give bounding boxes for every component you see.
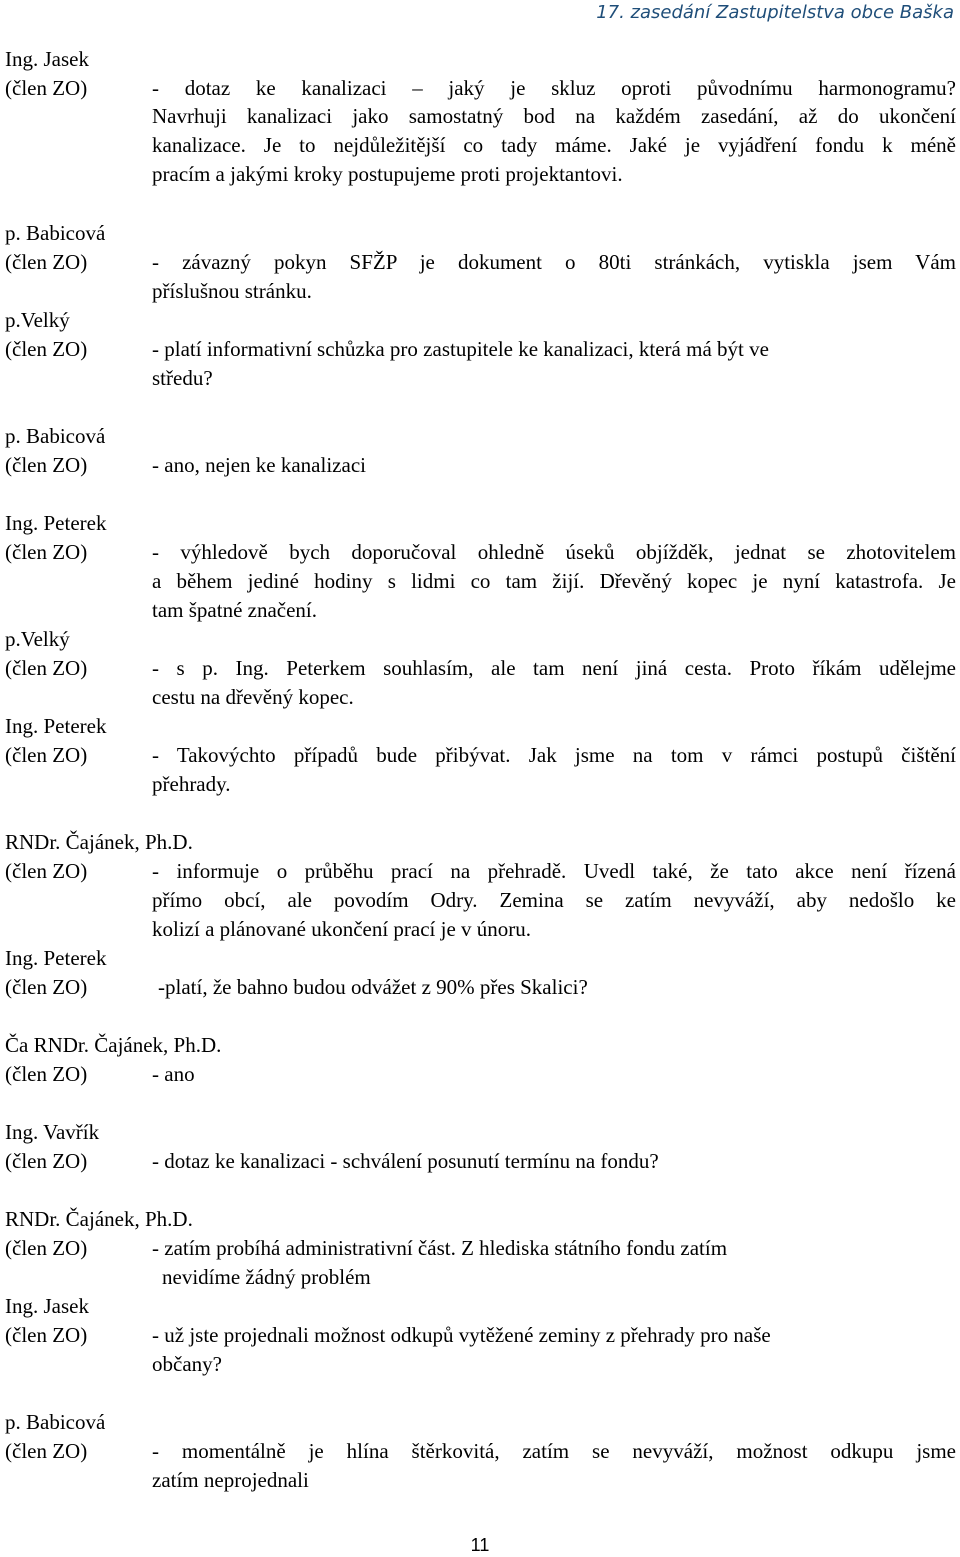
statement-line: příslušnou stránku. (152, 279, 312, 303)
speaker-role: (člen ZO) (5, 1323, 88, 1347)
speaker-name: p. Babicová (5, 221, 106, 245)
speaker-name: Ing. Jasek (5, 1294, 89, 1318)
speaker-name: Ing. Jasek (5, 47, 89, 71)
statement-line: nevidíme žádný problém (162, 1265, 371, 1289)
statement-line: přímo obcí, ale povodím Odry. Zemina se zatím nevyváží, aby nedošlo ke (152, 888, 956, 912)
page-number: 11 (470, 1535, 490, 1555)
speaker-name: p. Babicová (5, 1410, 106, 1434)
speaker-name: p. Babicová (5, 424, 106, 448)
speaker-role: (člen ZO) (5, 1236, 88, 1260)
statement-line: kolizí a plánované ukončení prací je v únoru. (152, 917, 532, 941)
statement-line: - ano (152, 1062, 195, 1086)
speaker-name: Ing. Peterek (5, 714, 107, 738)
statement-line: - ano, nejen ke kanalizaci (152, 453, 366, 477)
statement-line: - informuje o průběhu prací na přehradě. Uvedl také, že tato akce není řízená (152, 859, 956, 883)
statement-line: přehrady. (152, 772, 231, 796)
document-header: 17. zasedání Zastupitelstva obce Baška (596, 2, 954, 23)
speaker-name: p.Velký (5, 308, 70, 332)
speaker-name: RNDr. Čajánek, Ph.D. (5, 830, 193, 854)
statement-line: - platí informativní schůzka pro zastupitele ke kanalizaci, která má být ve (152, 337, 769, 361)
statement-line: - zatím probíhá administrativní část. Z hlediska státního fondu zatím (152, 1236, 728, 1260)
speaker-name: Ing. Peterek (5, 511, 107, 535)
statement-line: a během jediné hodiny s lidmi co tam žijí. Dřevěný kopec je nyní katastrofa. Je (152, 569, 956, 593)
statement-line: Navrhuji kanalizaci jako samostatný bod na každém zasedání, až do ukončení (152, 104, 956, 128)
speaker-role: (člen ZO) (5, 540, 88, 564)
statement-line: občany? (152, 1352, 222, 1376)
speaker-name: RNDr. Čajánek, Ph.D. (5, 1207, 193, 1231)
statement-line: cestu na dřevěný kopec. (152, 685, 354, 709)
statement-line: - s p. Ing. Peterkem souhlasím, ale tam není jiná cesta. Proto říkám udělejme (152, 656, 956, 680)
statement-line: - závazný pokyn SFŽP je dokument o 80ti stránkách, vytiskla jsem Vám (152, 250, 956, 274)
speaker-role: (člen ZO) (5, 1062, 88, 1086)
statement-line: středu? (152, 366, 213, 390)
statement-line: - dotaz ke kanalizaci - schválení posunutí termínu na fondu? (152, 1149, 659, 1173)
speaker-role: (člen ZO) (5, 1439, 88, 1463)
speaker-role: (člen ZO) (5, 1149, 88, 1173)
statement-line: zatím neprojednali (152, 1468, 309, 1492)
statement-line: tam špatné značení. (152, 598, 318, 622)
speaker-name: Ča RNDr. Čajánek, Ph.D. (5, 1033, 222, 1057)
statement-line: - už jste projednali možnost odkupů vytěžené zeminy z přehrady pro naše (152, 1323, 771, 1347)
speaker-role: (člen ZO) (5, 975, 88, 999)
statement-line: - výhledově bych doporučoval ohledně úseků objížděk, jednat se zhotovitelem (152, 540, 956, 564)
speaker-role: (člen ZO) (5, 656, 88, 680)
statement-line: kanalizace. Je to nejdůležitější co tady máme. Jaké je vyjádření fondu k méně (152, 133, 956, 157)
speaker-role: (člen ZO) (5, 453, 88, 477)
speaker-name: Ing. Vavřík (5, 1120, 100, 1144)
speaker-role: (člen ZO) (5, 250, 88, 274)
speaker-name: p.Velký (5, 627, 70, 651)
speaker-role: (člen ZO) (5, 859, 88, 883)
statement-line: pracím a jakými kroky postupujeme proti projektantovi. (152, 162, 623, 186)
statement-line: - momentálně je hlína štěrkovitá, zatím se nevyváží, možnost odkupu jsme (152, 1439, 956, 1463)
speaker-role: (člen ZO) (5, 76, 88, 100)
statement-line: - Takovýchto případů bude přibývat. Jak jsme na tom v rámci postupů čištění (152, 743, 956, 767)
speaker-role: (člen ZO) (5, 743, 88, 767)
speaker-role: (člen ZO) (5, 337, 88, 361)
speaker-name: Ing. Peterek (5, 946, 107, 970)
statement-line: -platí, že bahno budou odvážet z 90% přes Skalici? (158, 975, 588, 999)
statement-line: - dotaz ke kanalizaci – jaký je skluz oproti původnímu harmonogramu? (152, 76, 956, 100)
